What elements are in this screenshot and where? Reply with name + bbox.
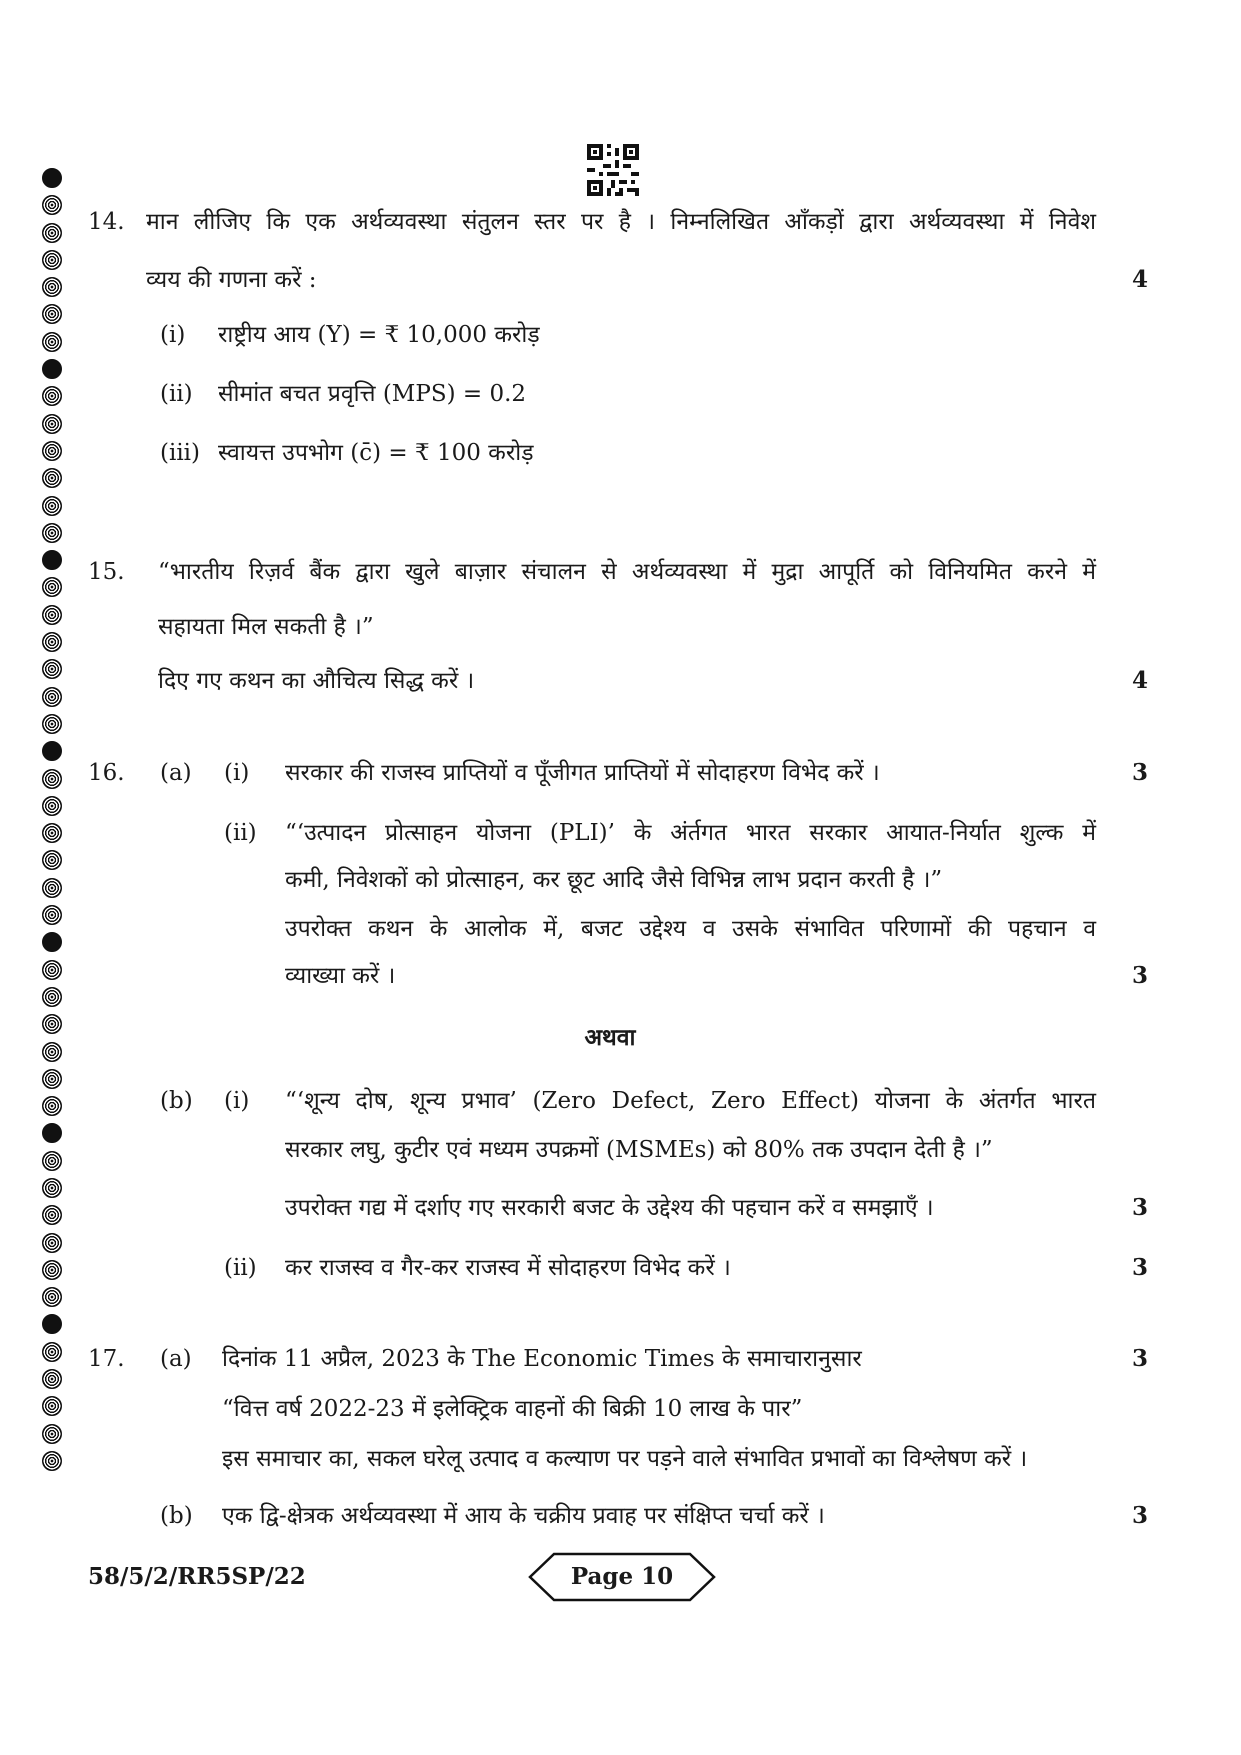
q17-b-text: एक द्वि-क्षेत्रक अर्थव्यवस्था में आय के चक्रीय प्रवाह पर संक्षिप्त चर्चा करें । xyxy=(222,1503,825,1529)
q16-a-ii-line1: “‘उत्पादन प्रोत्साहन योजना (PLI)’ के अंर्तगत भारत सरकार आयात-निर्यात शुल्क में xyxy=(285,820,1096,846)
margin-ring xyxy=(42,1151,62,1171)
margin-ring xyxy=(42,223,62,243)
q16-b-label: (b) xyxy=(160,1088,193,1114)
q14-marks: 4 xyxy=(1131,266,1148,293)
margin-ring xyxy=(42,632,62,652)
margin-ring xyxy=(42,1424,62,1444)
q16-a-ii-label: (ii) xyxy=(224,820,257,846)
q16-b-i-line2: सरकार लघु, कुटीर एवं मध्यम उपक्रमों (MSMEs) को 80% तक उपदान देती है ।” xyxy=(285,1137,993,1163)
q14-item2-text: सीमांत बचत प्रवृत्ति (MPS) = 0.2 xyxy=(218,381,527,407)
margin-ring xyxy=(42,932,62,952)
q16-number: 16. xyxy=(88,760,125,786)
q17-a-line2: “वित्त वर्ष 2022-23 में इलेक्ट्रिक वाहनों की बिक्री 10 लाख के पार” xyxy=(222,1396,803,1422)
margin-ring xyxy=(42,741,62,761)
margin-ring xyxy=(42,1014,62,1034)
q17-a-line1: दिनांक 11 अप्रैल, 2023 के The Economic Times के समाचारानुसार xyxy=(222,1346,862,1372)
margin-ring xyxy=(42,714,62,734)
margin-ring xyxy=(42,1314,62,1334)
q14-item3-text: स्वायत्त उपभोग (c̄) = ₹ 100 करोड़ xyxy=(218,440,534,466)
q17-a-marks: 3 xyxy=(1131,1345,1148,1372)
q15-number: 15. xyxy=(88,559,125,585)
margin-ring xyxy=(42,441,62,461)
q15-line2: सहायता मिल सकती है ।” xyxy=(158,614,374,640)
q17-a-line3: इस समाचार का, सकल घरेलू उत्पाद व कल्याण पर पड़ने वाले संभावित प्रभावों का विश्लेषण करें । xyxy=(222,1446,1028,1472)
q16-a-ii-marks: 3 xyxy=(1131,962,1148,989)
margin-ring xyxy=(42,277,62,297)
margin-ring xyxy=(42,960,62,980)
q14-number: 14. xyxy=(88,209,125,235)
q15-marks: 4 xyxy=(1131,667,1148,694)
margin-ring xyxy=(42,1233,62,1253)
margin-ring xyxy=(42,550,62,570)
margin-ring xyxy=(42,1178,62,1198)
margin-ring xyxy=(42,523,62,543)
q16-b-i-line3: उपरोक्त गद्य में दर्शाए गए सरकारी बजट के उद्देश्य की पहचान करें व समझाएँ । xyxy=(285,1195,934,1221)
margin-ring xyxy=(42,414,62,434)
q14-item3-label: (iii) xyxy=(160,440,201,466)
margin-ring xyxy=(42,1396,62,1416)
q16-b-ii-text: कर राजस्व व गैर-कर राजस्व में सोदाहरण विभेद करें । xyxy=(285,1255,731,1281)
margin-ring xyxy=(42,1205,62,1225)
margin-ring xyxy=(42,577,62,597)
q16-a-ii-line3: उपरोक्त कथन के आलोक में, बजट उद्देश्य व उसके संभावित परिणामों की पहचान व xyxy=(285,916,1096,942)
margin-ring xyxy=(42,195,62,215)
margin-ring xyxy=(42,250,62,270)
margin-ring xyxy=(42,496,62,516)
margin-ring xyxy=(42,905,62,925)
margin-ring xyxy=(42,1123,62,1143)
margin-ring-strip xyxy=(40,168,70,1478)
margin-ring xyxy=(42,468,62,488)
q16-b-ii-marks: 3 xyxy=(1131,1254,1148,1281)
margin-ring xyxy=(42,386,62,406)
q14-item1-label: (i) xyxy=(160,322,186,348)
q14-line2: व्यय की गणना करें : xyxy=(146,267,317,293)
margin-ring xyxy=(42,1287,62,1307)
q17-number: 17. xyxy=(88,1346,125,1372)
q17-b-label: (b) xyxy=(160,1503,193,1529)
q17-b-marks: 3 xyxy=(1131,1502,1148,1529)
margin-ring xyxy=(42,168,62,188)
paper-code: 58/5/2/RR5SP/22 xyxy=(88,1563,306,1590)
margin-ring xyxy=(42,659,62,679)
margin-ring xyxy=(42,1369,62,1389)
margin-ring xyxy=(42,878,62,898)
q16-a-ii-line2: कमी, निवेशकों को प्रोत्साहन, कर छूट आदि जैसे विभिन्न लाभ प्रदान करती है ।” xyxy=(285,867,943,893)
q16-a-label: (a) xyxy=(160,760,192,786)
margin-ring xyxy=(42,823,62,843)
q15-line3: दिए गए कथन का औचित्य सिद्ध करें । xyxy=(158,668,475,694)
margin-ring xyxy=(42,1096,62,1116)
margin-ring xyxy=(42,1451,62,1471)
q16-a-i-label: (i) xyxy=(224,760,250,786)
margin-ring xyxy=(42,850,62,870)
q15-line1: “भारतीय रिज़र्व बैंक द्वारा खुले बाज़ार संचालन से अर्थव्यवस्था में मुद्रा आपूर्ति को विनियमित करने में xyxy=(158,559,1096,585)
margin-ring xyxy=(42,1260,62,1280)
margin-ring xyxy=(42,1069,62,1089)
margin-ring xyxy=(42,359,62,379)
q16-a-ii-line4: व्याख्या करें । xyxy=(285,963,396,989)
q14-line1: मान लीजिए कि एक अर्थव्यवस्था संतुलन स्तर पर है । निम्नलिखित आँकड़ों द्वारा अर्थव्यवस्था में निवेश xyxy=(146,209,1096,235)
margin-ring xyxy=(42,1342,62,1362)
page-number: Page 10 xyxy=(570,1563,674,1590)
q16-b-i-line1: “‘शून्य दोष, शून्य प्रभाव’ (Zero Defect, Zero Effect) योजना के अंतर्गत भारत xyxy=(285,1088,1096,1114)
or-separator: अथवा xyxy=(584,1024,636,1051)
margin-ring xyxy=(42,605,62,625)
qr-code xyxy=(587,144,639,196)
q16-b-ii-label: (ii) xyxy=(224,1255,257,1281)
margin-ring xyxy=(42,769,62,789)
margin-ring xyxy=(42,304,62,324)
margin-ring xyxy=(42,687,62,707)
q14-item1-text: राष्ट्रीय आय (Y) = ₹ 10,000 करोड़ xyxy=(218,322,540,348)
q16-a-i-text: सरकार की राजस्व प्राप्तियों व पूँजीगत प्राप्तियों में सोदाहरण विभेद करें । xyxy=(285,760,880,786)
q16-b-i-marks: 3 xyxy=(1131,1194,1148,1221)
margin-ring xyxy=(42,332,62,352)
margin-ring xyxy=(42,987,62,1007)
margin-ring xyxy=(42,796,62,816)
q17-a-label: (a) xyxy=(160,1346,192,1372)
q16-a-i-marks: 3 xyxy=(1131,759,1148,786)
margin-ring xyxy=(42,1042,62,1062)
q14-item2-label: (ii) xyxy=(160,381,193,407)
q16-b-i-label: (i) xyxy=(224,1088,250,1114)
